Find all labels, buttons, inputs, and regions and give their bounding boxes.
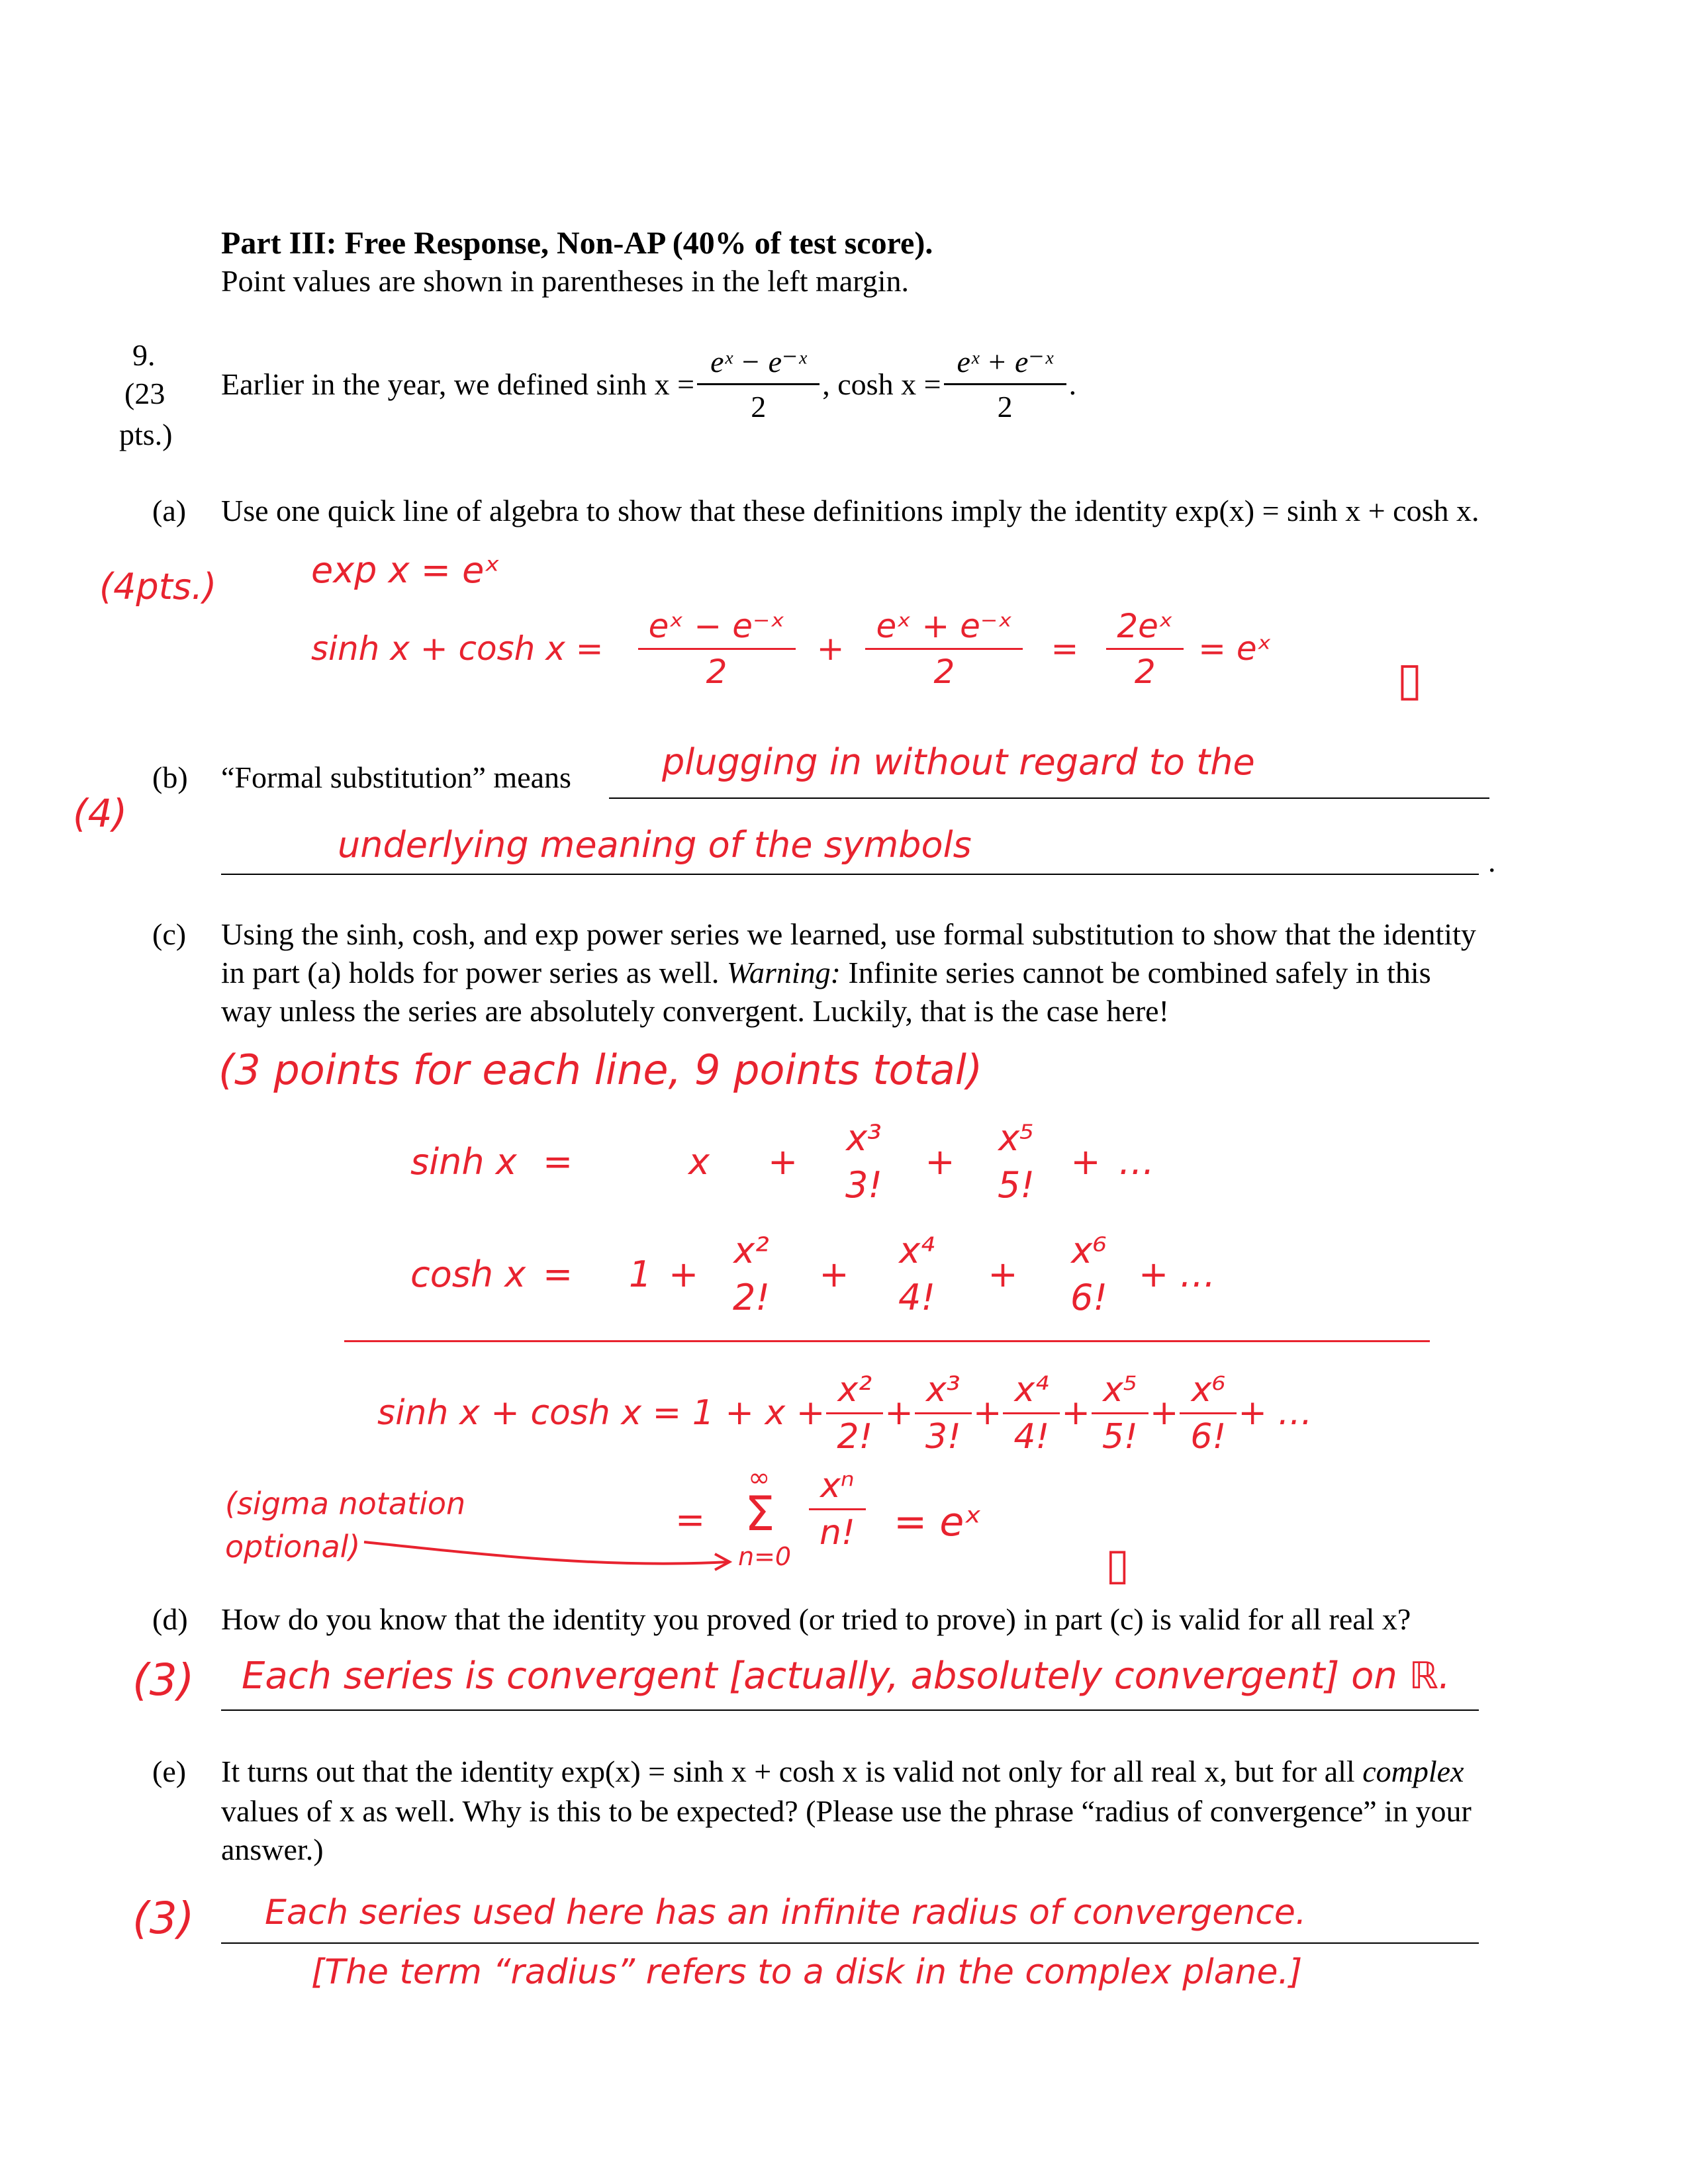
part-a-fraction-3 bbox=[1111, 607, 1178, 691]
part-e-question-line-2: values of x as well. Why is this to be expected? (Please use the phrase “radius of convergence” in your bbox=[221, 1794, 1472, 1828]
cosh-row-term-2-num: x² bbox=[733, 1230, 769, 1271]
sinh-row-term-3 bbox=[827, 1117, 900, 1206]
page-title: Part III: Free Response, Non-AP (40% of test score). bbox=[221, 226, 933, 261]
part-c-line2-start: in part (a) holds for power series as well. bbox=[221, 956, 727, 989]
cosh-numerator: eˣ + e⁻ˣ bbox=[957, 345, 1053, 379]
cosh-row-equals: = bbox=[543, 1253, 573, 1295]
sum-row-plus-1: + bbox=[884, 1393, 914, 1433]
sinh-numerator: eˣ − e⁻ˣ bbox=[710, 345, 807, 379]
part-b-answer-line-1: plugging in without regard to the bbox=[662, 741, 1255, 783]
sinh-definition-fraction bbox=[704, 343, 813, 424]
cosh-row-ellipsis: + … bbox=[1139, 1253, 1216, 1295]
sum-row-term-2-den: 2! bbox=[826, 1412, 883, 1457]
sinh-row-equals: = bbox=[543, 1140, 573, 1183]
sinh-row-lhs: sinh x bbox=[410, 1140, 517, 1183]
sigma-lower-limit: n=0 bbox=[738, 1542, 792, 1571]
part-a-frac2-numerator: eˣ + e⁻ˣ bbox=[876, 606, 1013, 645]
part-b-answer-rule-2 bbox=[221, 874, 1479, 875]
sinh-row-term-3-den: 3! bbox=[845, 1164, 882, 1206]
sigma-symbol: Σ bbox=[745, 1486, 775, 1541]
sigma-fraction-inner bbox=[814, 1466, 861, 1553]
part-e-score: (3) bbox=[132, 1893, 195, 1944]
definition-period: . bbox=[1068, 367, 1077, 401]
part-e-label: (e) bbox=[152, 1754, 187, 1788]
part-c-score-note: (3 points for each line, 9 points total) bbox=[218, 1046, 983, 1094]
part-a-exp-line: exp x = eˣ bbox=[311, 549, 500, 591]
part-e-answer-line-2: [The term “radius” refers to a disk in the complex plane.] bbox=[311, 1952, 1303, 1992]
cosh-row-plus-2: + bbox=[819, 1253, 849, 1295]
part-a-equals: = bbox=[1051, 629, 1079, 668]
sinh-row-term-5 bbox=[980, 1117, 1053, 1206]
definition-intro: Earlier in the year, we defined sinh x = bbox=[221, 367, 695, 401]
part-c-line2-end: Infinite series cannot be combined safely in this bbox=[840, 956, 1431, 989]
part-d-answer: Each series is convergent [actually, absolutely convergent] on ℝ. bbox=[242, 1655, 1450, 1698]
sum-row-term-2 bbox=[831, 1370, 878, 1457]
part-d-score: (3) bbox=[132, 1655, 195, 1706]
part-d-question: How do you know that the identity you proved (or tried to prove) in part (c) is valid for all real x? bbox=[221, 1602, 1411, 1636]
sigma-fraction bbox=[814, 1466, 861, 1553]
sum-row-lhs: sinh x + cosh x = 1 + x + bbox=[377, 1393, 825, 1433]
part-a-result: = eˣ bbox=[1198, 629, 1272, 668]
part-a-frac2-denominator: 2 bbox=[865, 648, 1023, 691]
sum-row-term-3-den: 3! bbox=[915, 1412, 972, 1457]
part-c-warning: Warning: bbox=[726, 956, 841, 989]
sum-row-term-5-den: 5! bbox=[1092, 1412, 1149, 1457]
sigma-numerator: xⁿ bbox=[820, 1466, 855, 1506]
part-a-score: (4pts.) bbox=[99, 566, 217, 608]
part-a-algebra-line bbox=[311, 602, 1272, 695]
sinh-series-row bbox=[410, 1118, 1154, 1205]
cosh-denominator: 2 bbox=[944, 383, 1066, 424]
part-a-frac1-denominator: 2 bbox=[638, 648, 796, 691]
part-d-answer-rule bbox=[221, 1709, 1479, 1711]
sigma-note-line-2: optional) bbox=[225, 1529, 361, 1565]
part-b-answer-rule-1 bbox=[609, 797, 1489, 799]
sinh-row-term-5-num: x⁵ bbox=[998, 1117, 1034, 1159]
sum-row-term-4-den: 4! bbox=[1003, 1412, 1060, 1457]
sigma-upper-limit: ∞ bbox=[748, 1463, 771, 1493]
cosh-row-term-4-num: x⁴ bbox=[899, 1230, 935, 1271]
part-d-label: (d) bbox=[152, 1602, 188, 1636]
cosh-definition-fraction bbox=[951, 343, 1060, 424]
sum-row-term-5 bbox=[1097, 1370, 1143, 1457]
part-b-question: “Formal substitution” means bbox=[221, 760, 571, 794]
sum-series-row bbox=[377, 1367, 1312, 1459]
cosh-row-term-6 bbox=[1053, 1230, 1125, 1318]
sinh-row-plus-3: + bbox=[1070, 1140, 1101, 1183]
part-c-label: (c) bbox=[152, 917, 187, 951]
cosh-row-term-4-den: 4! bbox=[898, 1277, 935, 1318]
sinh-denominator: 2 bbox=[697, 383, 820, 424]
part-a-lhs: sinh x + cosh x = bbox=[311, 629, 604, 668]
part-a-plus: + bbox=[816, 629, 845, 668]
part-b-score: (4) bbox=[73, 791, 128, 836]
sigma-denominator: n! bbox=[809, 1508, 866, 1553]
part-b-label: (b) bbox=[152, 760, 188, 794]
cosh-row-term-6-num: x⁶ bbox=[1071, 1230, 1107, 1271]
cosh-row-plus-3: + bbox=[988, 1253, 1018, 1295]
part-b-answer-line-2: underlying meaning of the symbols bbox=[338, 824, 972, 866]
sinh-row-ellipsis: … bbox=[1119, 1140, 1154, 1183]
cosh-label: , cosh x = bbox=[822, 367, 941, 401]
cosh-row-term-6-den: 6! bbox=[1070, 1277, 1107, 1318]
part-a-frac3-denominator: 2 bbox=[1106, 648, 1184, 691]
problem-points-unit: pts.) bbox=[119, 418, 173, 451]
part-a-frac3-numerator: 2eˣ bbox=[1117, 606, 1174, 645]
sum-row-ellipsis: + … bbox=[1238, 1393, 1313, 1433]
series-sum-rule bbox=[344, 1340, 1430, 1342]
sinh-row-term-3-num: x³ bbox=[846, 1117, 882, 1159]
part-a-qed-icon: ▯ bbox=[1397, 652, 1423, 706]
cosh-row-term-2-den: 2! bbox=[732, 1277, 770, 1318]
problem-definitions bbox=[221, 344, 1076, 424]
sinh-row-plus-1: + bbox=[768, 1140, 798, 1183]
problem-points: (23 bbox=[124, 377, 165, 410]
sinh-row-term-1: x bbox=[688, 1140, 710, 1183]
sum-row-term-2-num: x² bbox=[837, 1369, 872, 1410]
part-e-answer-rule bbox=[221, 1942, 1479, 1944]
problem-number: 9. bbox=[132, 338, 156, 372]
part-e-line1-start: It turns out that the identity exp(x) = sinh x + cosh x is valid not only for all real x, but for all bbox=[221, 1754, 1363, 1788]
sigma-arrow-icon bbox=[357, 1535, 741, 1575]
sigma-note-line-1: (sigma notation bbox=[225, 1486, 466, 1522]
cosh-row-plus-1: + bbox=[669, 1253, 699, 1295]
part-a-label: (a) bbox=[152, 494, 187, 527]
part-e-question-line-3: answer.) bbox=[221, 1833, 324, 1866]
sum-row-plus-3: + bbox=[1061, 1393, 1090, 1433]
part-a-frac1-numerator: eˣ − e⁻ˣ bbox=[648, 606, 785, 645]
part-e-complex: complex bbox=[1362, 1754, 1464, 1788]
part-a-fraction-1 bbox=[643, 607, 790, 691]
sum-row-term-4 bbox=[1008, 1370, 1055, 1457]
cosh-series-row bbox=[410, 1231, 1215, 1317]
cosh-row-term-0: 1 bbox=[629, 1253, 652, 1295]
part-c-qed-icon: ▯ bbox=[1105, 1539, 1130, 1590]
sinh-row-term-5-den: 5! bbox=[997, 1164, 1035, 1206]
sigma-equals: = bbox=[675, 1499, 706, 1541]
sigma-result: = eˣ bbox=[894, 1499, 982, 1545]
sum-row-term-4-num: x⁴ bbox=[1014, 1369, 1049, 1410]
cosh-row-term-2 bbox=[715, 1230, 788, 1318]
page-subtitle: Point values are shown in parentheses in the left margin. bbox=[221, 264, 910, 298]
part-e-question-line-1 bbox=[221, 1754, 1464, 1789]
cosh-row-term-4 bbox=[880, 1230, 953, 1318]
sum-row-term-6 bbox=[1185, 1370, 1231, 1457]
sum-row-plus-4: + bbox=[1149, 1393, 1179, 1433]
part-b-period: . bbox=[1488, 844, 1496, 878]
part-c-question-line-2 bbox=[221, 955, 1431, 990]
sum-row-term-3 bbox=[920, 1370, 966, 1457]
part-a-fraction-2 bbox=[870, 607, 1017, 691]
sum-row-term-5-num: x⁵ bbox=[1103, 1369, 1137, 1410]
cosh-row-lhs: cosh x bbox=[410, 1253, 526, 1295]
sum-row-plus-2: + bbox=[972, 1393, 1002, 1433]
part-a-question: Use one quick line of algebra to show that these definitions imply the identity exp(x) = sinh x + cosh x. bbox=[221, 494, 1479, 527]
sinh-row-plus-2: + bbox=[925, 1140, 955, 1183]
sum-row-term-3-num: x³ bbox=[926, 1369, 961, 1410]
sum-row-term-6-den: 6! bbox=[1180, 1412, 1237, 1457]
part-c-question-line-1: Using the sinh, cosh, and exp power series we learned, use formal substitution to show that the identity bbox=[221, 917, 1476, 951]
part-e-answer-line-1: Each series used here has an infinite radius of convergence. bbox=[265, 1893, 1307, 1933]
part-c-question-line-3: way unless the series are absolutely convergent. Luckily, that is the case here! bbox=[221, 994, 1169, 1028]
sum-row-term-6-num: x⁶ bbox=[1191, 1369, 1226, 1410]
